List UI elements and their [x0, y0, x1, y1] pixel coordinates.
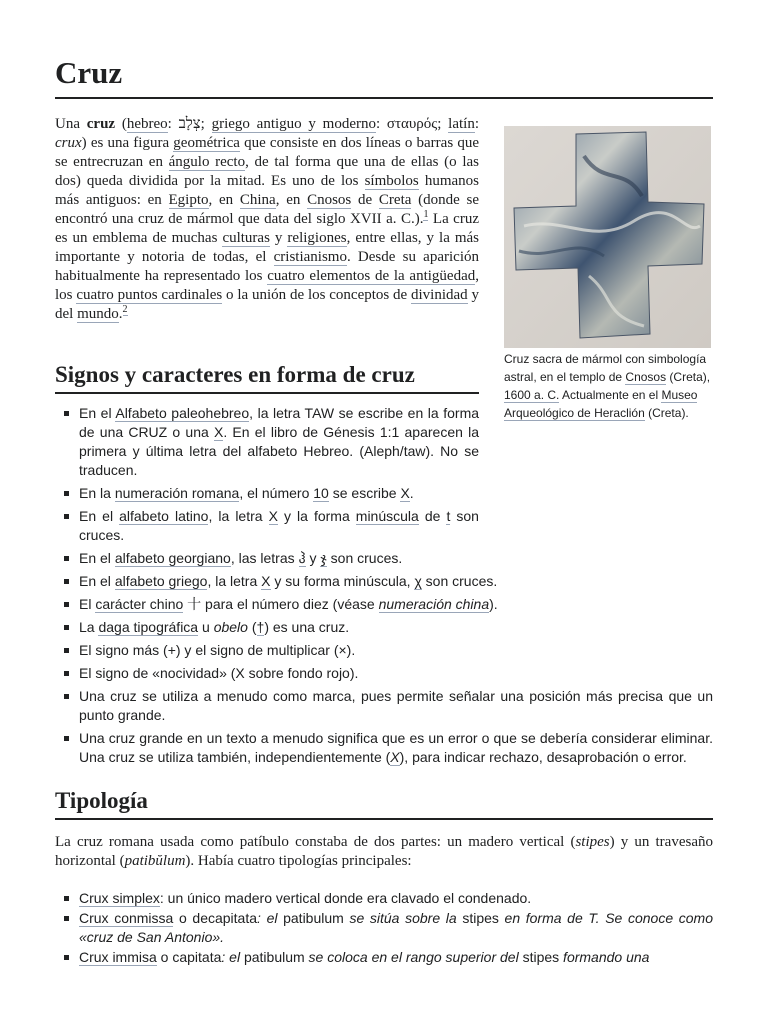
- inline-link[interactable]: mundo: [77, 306, 119, 322]
- inline-link[interactable]: divinidad: [411, 287, 468, 303]
- text-run: ), para indicar rechazo, desaprobación o error.: [399, 749, 687, 765]
- text-run: , en: [208, 192, 240, 208]
- list-item: [55, 889, 713, 908]
- text-run: o decapitata: [173, 910, 258, 926]
- inline-link[interactable]: Crux conmissa: [79, 910, 174, 926]
- inline-link[interactable]: 1: [423, 209, 429, 220]
- text-run: .: [409, 485, 414, 501]
- text-run: ) y un travesaño horizontal (: [55, 834, 713, 869]
- signos-list: [55, 404, 713, 771]
- inline-link[interactable]: t: [446, 508, 451, 524]
- text-run: ) es una figura: [81, 135, 174, 151]
- text-run: stipes: [462, 910, 499, 926]
- intro-paragraph: [55, 115, 479, 324]
- text-run: patibulum: [283, 910, 344, 926]
- inline-link[interactable]: alfabeto griego: [114, 573, 208, 589]
- text-run: 十 para el número diez (véase: [183, 596, 379, 612]
- text-run: de: [418, 508, 447, 524]
- inline-link[interactable]: Cnosos: [625, 370, 667, 384]
- inline-link[interactable]: geométrica: [173, 135, 240, 151]
- text-run: , entre ellas, y la más importante y notoria de todas, el: [55, 230, 480, 265]
- list-item: [55, 729, 713, 767]
- tipologia-paragraph: [55, 833, 713, 871]
- text-run: , de tal forma que una de ellas (o las dos) queda dividida por la mitad. Es uno de los: [55, 154, 479, 189]
- tipologia-list: [55, 889, 713, 968]
- text-run: crux: [55, 135, 82, 151]
- text-run: y la forma: [277, 508, 356, 524]
- inline-link[interactable]: Crux simplex: [79, 890, 160, 906]
- marble-cross-image[interactable]: [504, 126, 711, 348]
- inline-link[interactable]: minúscula: [355, 508, 419, 524]
- inline-link[interactable]: X: [261, 573, 271, 589]
- text-run: : צְלָב;: [167, 116, 212, 132]
- inline-link[interactable]: 10: [313, 485, 329, 501]
- inline-link[interactable]: Alfabeto paleohebreo: [115, 405, 250, 421]
- inline-link[interactable]: 1600 a. C.: [504, 388, 560, 402]
- inline-link[interactable]: carácter chino: [95, 596, 184, 612]
- text-run: obelo: [213, 619, 248, 635]
- text-run: : el: [257, 910, 284, 926]
- text-run: humanos más antiguos: en: [55, 173, 479, 208]
- text-run: stipes: [575, 834, 610, 850]
- article: [55, 0, 713, 965]
- text-run: En el: [79, 573, 115, 589]
- text-run: , la letra TAW se escribe en la forma de una CRUZ o una: [79, 405, 480, 440]
- text-run: La cruz es un emblema de muchas: [55, 211, 479, 246]
- text-run: se escribe: [328, 485, 401, 501]
- text-run: cruz: [86, 116, 116, 132]
- section-signos: [55, 361, 479, 394]
- text-run: se sitúa sobre la: [343, 910, 463, 926]
- text-run: y del: [55, 287, 479, 322]
- text-run: En la: [79, 485, 115, 501]
- inline-link[interactable]: †: [256, 619, 265, 635]
- text-run: y: [305, 550, 321, 566]
- list-item: [55, 404, 479, 480]
- inline-link[interactable]: χ: [414, 573, 422, 589]
- list-item: [55, 484, 479, 503]
- inline-link[interactable]: culturas: [222, 230, 270, 246]
- text-run: El: [79, 596, 96, 612]
- inline-link[interactable]: ჰ: [298, 550, 306, 566]
- inline-link[interactable]: ángulo recto: [168, 154, 246, 170]
- text-run: y su forma minúscula,: [270, 573, 415, 589]
- inline-link[interactable]: Cnosos: [307, 192, 352, 208]
- list-item: [55, 664, 713, 683]
- text-run: Cruz sacra de mármol con simbología astral, en el templo de: [504, 352, 707, 384]
- inline-link[interactable]: Egipto: [168, 192, 209, 208]
- inline-link[interactable]: numeración china: [378, 596, 490, 612]
- list-item: [55, 572, 713, 591]
- inline-link[interactable]: X: [213, 424, 224, 440]
- text-run: (Creta),: [666, 370, 711, 384]
- text-run: La cruz romana usada como patíbulo constaba de dos partes: un madero vertical (: [55, 834, 576, 850]
- text-run: que consiste en dos líneas o barras que se entrecruzan en: [55, 135, 479, 170]
- inline-link[interactable]: cuatro elementos de la antigüedad: [267, 268, 476, 284]
- text-run: , la letra: [208, 508, 269, 524]
- text-run: (: [115, 116, 127, 132]
- inline-link[interactable]: China: [239, 192, 276, 208]
- text-run: o la unión de los conceptos de: [222, 287, 412, 303]
- text-run: formando una: [559, 949, 650, 965]
- text-run: El signo de «nocividad» (X sobre fondo rojo).: [79, 665, 359, 681]
- list-item: [55, 641, 713, 660]
- text-run: patibulum: [243, 949, 305, 965]
- inline-link[interactable]: cuatro puntos cardinales: [76, 287, 223, 303]
- text-run: En el: [79, 508, 120, 524]
- text-run: , las letras: [230, 550, 299, 566]
- text-run: : el: [221, 949, 244, 965]
- inline-link[interactable]: 2: [122, 304, 128, 315]
- inline-link[interactable]: alfabeto latino: [119, 508, 209, 524]
- text-run: son cruces.: [79, 508, 479, 543]
- inline-link[interactable]: hebreo: [126, 116, 168, 132]
- text-run: Una cruz se utiliza a menudo como marca, pues permite señalar una posición más precisa que un punto grande.: [79, 688, 713, 723]
- text-run: Actualmente en el: [559, 388, 662, 402]
- text-run: , en: [275, 192, 308, 208]
- inline-link[interactable]: símbolos: [364, 173, 419, 189]
- text-run: , los: [55, 268, 479, 303]
- inline-link[interactable]: X: [268, 508, 278, 524]
- list-item: [55, 948, 713, 967]
- text-run: ). Había cuatro tipologías principales:: [185, 853, 412, 869]
- figure: [504, 126, 711, 422]
- inline-link[interactable]: alfabeto georgiano: [114, 550, 231, 566]
- list-item: [55, 507, 479, 545]
- text-run: o capitata: [156, 949, 222, 965]
- text-run: :: [474, 116, 479, 132]
- text-run: y: [269, 230, 288, 246]
- text-run: (: [247, 619, 257, 635]
- text-run: En el: [79, 550, 115, 566]
- text-run: Una: [55, 116, 87, 132]
- text-run: stipes: [522, 949, 560, 965]
- text-run: Una cruz grande en un texto a menudo significa que es un error o que se debería considerar eliminar. Una cruz se utiliza también, independientemente (: [79, 730, 713, 765]
- inline-link[interactable]: numeración romana: [114, 485, 240, 501]
- text-run: La: [79, 619, 99, 635]
- text-run: en forma de T. Se conoce como «cruz de San Antonio».: [79, 910, 713, 945]
- list-item: [55, 549, 479, 568]
- inline-link[interactable]: Creta: [378, 192, 412, 208]
- inline-link[interactable]: ჯ: [320, 550, 327, 566]
- inline-link[interactable]: cristianismo: [273, 249, 347, 265]
- inline-link[interactable]: daga tipográfica: [98, 619, 199, 635]
- text-run: .: [118, 306, 123, 322]
- text-run: : un único madero vertical donde era clavado el condenado.: [159, 890, 532, 906]
- text-run: (donde se encontró una cruz de mármol que data del siglo XVII a. C.).: [55, 192, 479, 227]
- section-heading-tipologia: Tipología: [55, 787, 713, 820]
- section-heading-signos: Signos y caracteres en forma de cruz: [55, 361, 479, 394]
- list-item: [55, 618, 713, 637]
- text-run: El signo más (+) y el signo de multiplicar (×).: [79, 642, 356, 658]
- text-run: , la letra: [207, 573, 262, 589]
- inline-link[interactable]: griego antiguo y moderno: [211, 116, 376, 132]
- inline-link[interactable]: X: [400, 485, 410, 501]
- inline-link[interactable]: Museo Arqueológico de Heraclión: [504, 388, 698, 420]
- text-run: , el número: [239, 485, 314, 501]
- text-run: u: [198, 619, 214, 635]
- section-tipologia: [55, 787, 713, 820]
- page-title: Cruz: [55, 0, 713, 99]
- text-run: En el: [79, 405, 116, 421]
- text-run: . En el libro de Génesis 1:1 aparecen la primera y última letra del alfabeto Hebreo. (Aleph/taw). No se traducen.: [79, 424, 479, 478]
- text-run: ).: [489, 596, 498, 612]
- text-run: patibŭlum: [124, 853, 186, 869]
- text-run: de: [351, 192, 379, 208]
- list-item: [55, 595, 713, 614]
- text-run: (Creta).: [644, 406, 689, 420]
- text-run: . Desde su aparición habitualmente ha representado los: [55, 249, 479, 284]
- list-item: [55, 687, 713, 725]
- inline-link[interactable]: religiones: [287, 230, 347, 246]
- inline-link[interactable]: Crux immisa: [79, 949, 157, 965]
- text-run: son cruces.: [326, 550, 403, 566]
- inline-link[interactable]: latín: [448, 116, 475, 132]
- text-run: se coloca en el rango superior del: [304, 949, 523, 965]
- list-item: [55, 909, 713, 947]
- text-run: son cruces.: [421, 573, 498, 589]
- text-run: : σταυρός;: [375, 116, 449, 132]
- text-run: ) es una cruz.: [264, 619, 350, 635]
- inline-link[interactable]: X: [390, 749, 400, 765]
